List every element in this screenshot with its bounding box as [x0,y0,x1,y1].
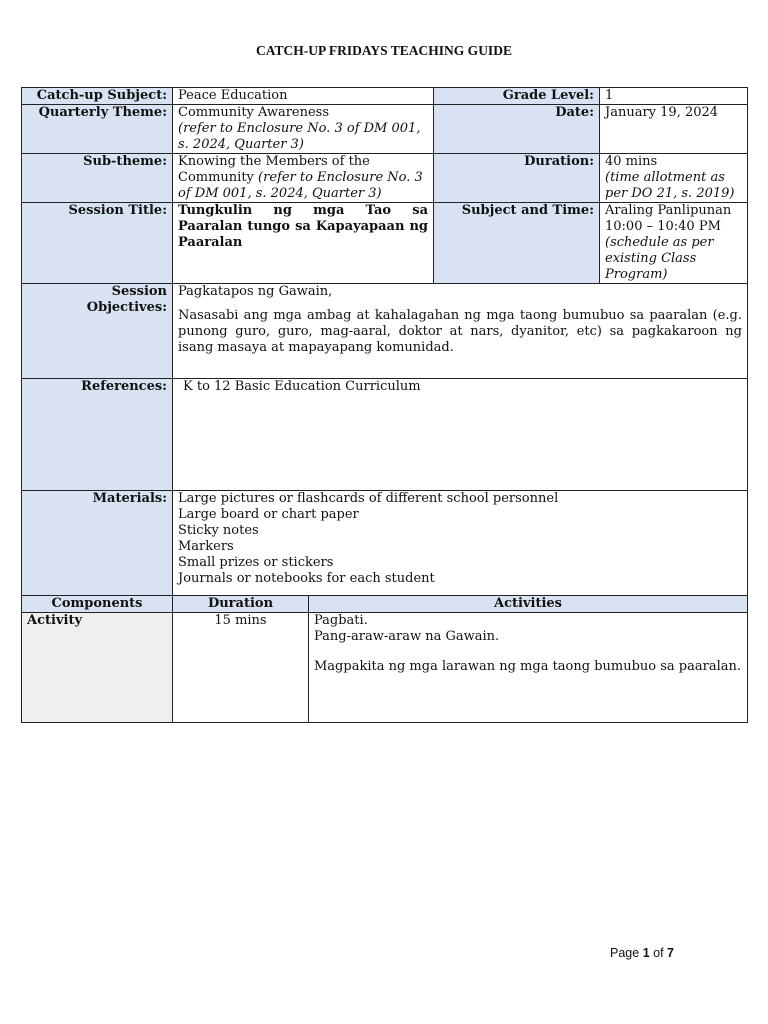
session-info-table [21,87,748,599]
subject-time-label: Subject and Time: [434,203,600,284]
materials-label: Materials: [22,491,173,599]
materials-item: Journals or notebooks for each student [178,571,435,586]
grade-label: Grade Level: [434,88,600,105]
objectives-text: Nasasabi ang mga ambag at kahalagahan ng mga taong bumubuo sa paaralan (e.g. punong guro, guro, mag-aaral, doktor at nars, dyanitor, etc) sa pagkakaroon ng isang masaya at mapayapang komunidad. [178,308,742,355]
col-activities-header: Activities [309,596,748,613]
subtheme-note: (refer to Enclosure No. 3 of DM 001, s. 2024, Quarter 3) [178,170,423,201]
component-duration: 15 mins [173,613,309,723]
subject-value: Peace Education [173,88,434,105]
materials-item: Sticky notes [178,523,259,538]
duration-note: (time allotment as per DO 21, s. 2019) [605,170,735,201]
of-word: of [653,946,664,960]
date-label: Date: [434,105,600,154]
subject-time-cell [600,203,748,284]
objectives-intro: Pagkatapos ng Gawain, [178,284,333,299]
materials-item: Large pictures or flashcards of different school personnel [178,491,559,506]
components-table [21,595,748,723]
component-activities [309,613,748,723]
subject-time-subject: Araling Panlipunan [605,203,732,218]
activity-paragraph: Magpakita ng mga larawan ng mga taong bumubuo sa paaralan. [314,659,742,674]
session-title-label: Session Title: [22,203,173,284]
duration-value: 40 mins [605,154,658,169]
page-total: 7 [667,946,674,960]
subject-label: Catch-up Subject: [22,88,173,105]
subtheme-cell [173,154,434,203]
theme-cell [173,105,434,154]
objectives-cell [173,284,748,379]
theme-note: (refer to Enclosure No. 3 of DM 001, s. 2024, Quarter 3) [178,121,421,152]
table-row [22,613,748,723]
materials-list [173,491,748,599]
subject-time-note: (schedule as per existing Class Program) [605,235,714,282]
duration-cell [600,154,748,203]
materials-item: Markers [178,539,234,554]
session-title-value: Tungkulin ng mga Tao sa Paaralan tungo sa Kapayapaan ng Paaralan [173,203,434,284]
component-name: Activity [22,613,173,723]
subject-time-time: 10:00 – 10:40 PM [605,219,721,234]
page-word: Page [610,946,640,960]
materials-item: Large board or chart paper [178,507,359,522]
theme-label: Quarterly Theme: [22,105,173,154]
activity-line: Pang-araw-araw na Gawain. [314,629,500,644]
page-title: CATCH-UP FRIDAYS TEACHING GUIDE [256,43,512,58]
references-value: K to 12 Basic Education Curriculum [173,379,748,491]
page-number: 1 [642,946,650,960]
objectives-label: Session Objectives: [22,284,173,379]
subtheme-label: Sub-theme: [22,154,173,203]
col-components-header: Components [22,596,173,613]
date-value: January 19, 2024 [600,105,748,154]
col-duration-header: Duration [173,596,309,613]
materials-item: Small prizes or stickers [178,555,334,570]
subtheme-value: Knowing the Members of the Community [178,154,370,185]
duration-label: Duration: [434,154,600,203]
references-label: References: [22,379,173,491]
page-footer [610,946,674,960]
theme-value: Community Awareness [178,105,330,120]
grade-value: 1 [600,88,748,105]
activity-line: Pagbati. [314,613,368,628]
